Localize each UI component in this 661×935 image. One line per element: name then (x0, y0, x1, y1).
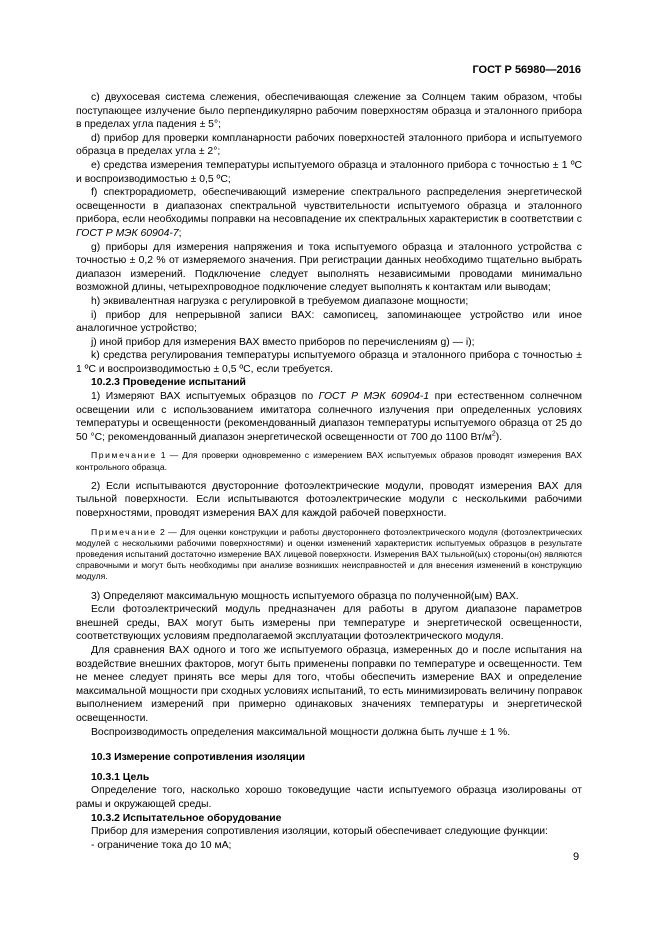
page-number: 9 (573, 851, 580, 863)
list-item: - ограничение тока до 10 мА; (91, 839, 232, 851)
step-1-text-end: ). (495, 431, 503, 443)
note-1-text: 1 — Для проверки одновременно с измерением ВАХ испытуемых образов проводят измерения ВАХ контрольного образца. (76, 450, 582, 472)
list-item-j: j) иной прибор для измерения ВАХ вместо приборов по перечислениям g) — i); (91, 336, 475, 348)
subsection-heading-10-3-1: 10.3.1 Цель (91, 771, 150, 783)
standard-reference: ГОСТ Р МЭК 60904-1 (318, 391, 430, 403)
section-spacer (76, 739, 582, 751)
paragraph-step-1 (76, 390, 582, 444)
step-1-text-b: при естественном солнечном освещении или с использованием имитатора солнечного излучения при определенных условиях температуры и освещенности (рекомендованный диапазон температуры испытуемого образца от 25 до 50 °С; рекомендованный диапазон энергетической освещенности от 700 до 1100 Вт/м (76, 391, 583, 443)
list-item-i: i) прибор для непрерывной записи ВАХ: самописец, запоминающее устройство или иное аналогичное устройство; (76, 309, 582, 335)
list-item-d: d) прибор для проверки компланарности рабочих поверхностей эталонного прибора и испытуемого образца в пределах угла ± 2°; (76, 132, 582, 158)
note-label: Примечание (91, 526, 157, 537)
superscript-2: 2 (491, 430, 496, 438)
subsection-heading-10-3-2: 10.3.2 Испытательное оборудование (91, 812, 282, 824)
paragraph: Определение того, насколько хорошо токоведущие части испытуемого образца изолированы от рамы и окружающей среды. (76, 785, 582, 810)
paragraph: Для сравнения ВАХ одного и того же испытуемого образца, измеренных до и после испытания на воздействие внешних факторов, могут быть применены поправки по температуре и освещенности. Тем не менее следует принять все меры для того, чтобы обеспечить измерение ВАХ и определение максимальной мощности при сходных условиях испытаний, то есть минимизировать величину поправок выполнением измерений при примерно одинаковых значениях температуры и энергетической освещенности. (76, 645, 582, 724)
paragraph: Воспроизводимость определения максимальной мощности должна быть лучше ± 1 %. (91, 726, 511, 738)
list-item-h: h) эквивалентная нагрузка с регулировкой в требуемом диапазоне мощности; (91, 295, 469, 307)
list-item-k: k) средства регулирования температуры испытуемого образца и эталонного прибора с точностью ± 1 ºС и воспроизводимостью ± 0,5 ºС, если требуется. (76, 350, 582, 375)
list-item-f-text: f) спектрорадиометр, обеспечивающий измерение спектрального распределения энергетической освещенности в диапазонах спектральной чувствительности испытуемого образца и эталонного прибора, если необходимы поправки на несовпадение их спектральных характеристик в соответствии с (76, 187, 582, 226)
section-heading-10-3: 10.3 Измерение сопротивления изоляции (91, 752, 306, 764)
list-item-f-end: ; (178, 227, 182, 239)
paragraph-step-2: 2) Если испытываются двусторонние фотоэлектрические модули, проводят измерения ВАХ для тыльной поверхности. Если испытываются фотоэлектрические модули с несколькими рабочими поверхностями, проводят измерения ВАХ для каждой рабочей поверхности. (76, 480, 582, 520)
document-header: ГОСТ Р 56980—2016 (472, 64, 581, 76)
list-item-c: с) двухосевая система слежения, обеспечивающая слежение за Солнцем таким образом, чтобы поступающее излучение было перпендикулярно рабочим поверхностям образца и эталонного прибора в пределах угла падения ± 5°; (76, 92, 582, 131)
note-2-text: 2 — Для оценки конструкции и работы двустороннего фотоэлектрического модуля (фотоэлектрических модулей с несколькими рабочими поверхностями) и оценки изменений характеристик испытуемых образцов в результате проведения испытаний достаточно измерение ВАХ лицевой поверхности. Измерения ВАХ тыльной(ых) стороны(он) являются справочными и могут быть необходимы при анализе возникших неисправностей и для внесения изменений в конструкцию модуля. (76, 526, 582, 582)
step-1-text-a: 1) Измеряют ВАХ испытуемых образцов по (91, 391, 314, 403)
paragraph: Если фотоэлектрический модуль предназначен для работы в другом диапазоне параметров внешней среды, ВАХ могут быть измерены при температуре и энергетической освещенности, соответствующих условиям предполагаемой эксплуатации фотоэлектрического модуля. (76, 604, 582, 643)
list-item-f (76, 186, 582, 240)
note-label: Примечание (91, 450, 157, 461)
list-item-e: е) средства измерения температуры испытуемого образца и эталонного прибора с точностью ± 1 ºС и воспроизводимостью ± 0,5 ºС; (76, 159, 582, 185)
page-content (76, 91, 582, 852)
note-1 (76, 450, 582, 472)
standard-reference: ГОСТ Р МЭК 60904-7 (76, 227, 179, 239)
note-2 (76, 527, 582, 583)
section-heading-10-2-3: 10.2.3 Проведение испытаний (91, 377, 246, 389)
list-item-g: g) приборы для измерения напряжения и тока испытуемого образца и эталонного устройства с точностью ± 0,2 % от измеряемого значения. При регистрации данных необходимо тщательно выбрать диапазон измерений. Подключение следует выполнять независимыми проводами минимально возможной длины, четырехпроводное подключение следует выполнять к контактам или выводам; (76, 241, 582, 294)
paragraph: Прибор для измерения сопротивления изоляции, который обеспечивает следующие функции: (91, 826, 548, 838)
paragraph-step-3: 3) Определяют максимальную мощность испытуемого образца по полученной(ым) ВАХ. (91, 590, 519, 602)
